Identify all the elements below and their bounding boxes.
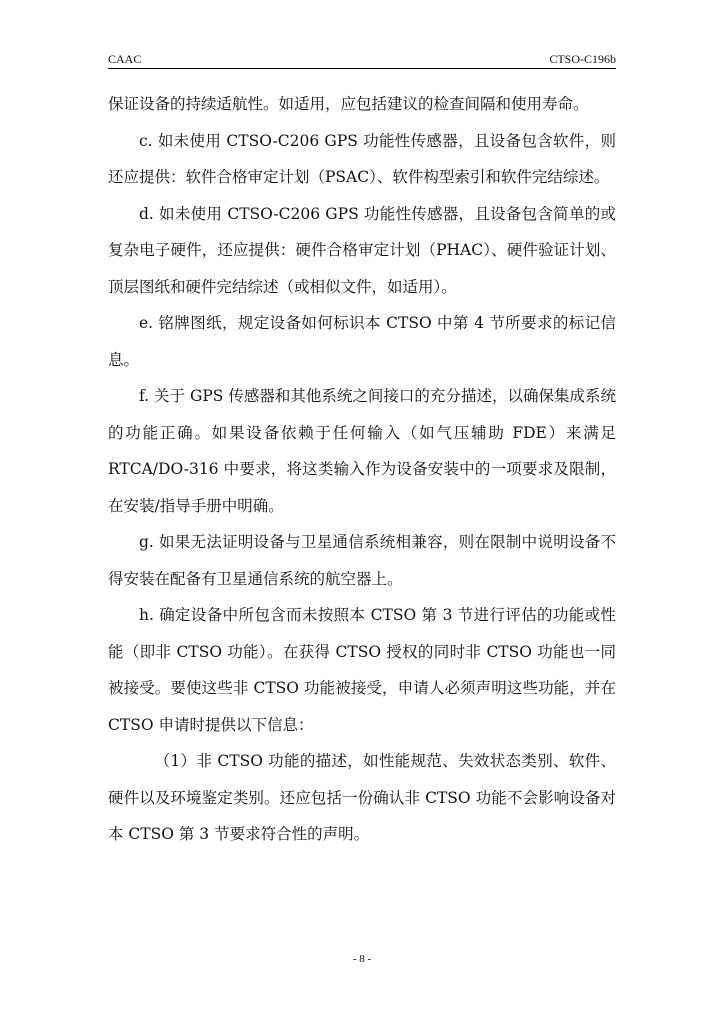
paragraph-item-c: c. 如未使用 CTSO-C206 GPS 功能性传感器，且设备包含软件，则还应提供：软件合格审定计划（PSAC）、软件构型索引和软件完结综述。 [108, 131, 616, 186]
paragraph-item-h: h. 确定设备中所包含而未按照本 CTSO 第 3 节进行评估的功能或性能（即非 CTSO 功能）。在获得 CTSO 授权的同时非 CTSO 功能也一同被接受。要使这些非 CTSO 功能被接受，申请人必须声明这些功能，并在 CTSO 申请时提供以下信息： [108, 606, 616, 734]
header-left-text: CAAC [108, 52, 142, 66]
paragraph-continuation: 保证设备的持续适航性。如适用，应包括建议的检查间隔和使用寿命。 [108, 95, 589, 113]
paragraph-item-e: e. 铭牌图纸，规定设备如何标识本 CTSO 中第 4 节所要求的标记信息。 [108, 314, 616, 369]
page-number: - 8 - [352, 953, 372, 965]
paragraph-item-d: d. 如未使用 CTSO-C206 GPS 功能性传感器，且设备包含简单的或复杂电子硬件，还应提供：硬件合格审定计划（PHAC）、硬件验证计划、顶层图纸和硬件完结综述（或相似文件，如适用）。 [108, 204, 616, 296]
paragraph-item-f: f. 关于 GPS 传感器和其他系统之间接口的充分描述，以确保集成系统的功能正确。如果设备依赖于任何输入（如气压辅助 FDE）来满足 RTCA/DO-316 中要求，将这类输入作为设备安装中的一项要求及限制，在安装/指导手册中明确。 [108, 387, 616, 515]
paragraph-item-g: g. 如果无法证明设备与卫星通信系统相兼容，则在限制中说明设备不得安装在配备有卫星通信系统的航空器上。 [108, 533, 616, 588]
document-body [108, 86, 616, 853]
page-header [108, 52, 616, 69]
paragraph-subitem-1: （1）非 CTSO 功能的描述，如性能规范、失效状态类别、软件、硬件以及环境鉴定类别。还应包括一份确认非 CTSO 功能不会影响设备对本 CTSO 第 3 节要求符合性的声明。 [108, 752, 616, 843]
header-right-text: CTSO-C196b [549, 52, 616, 66]
